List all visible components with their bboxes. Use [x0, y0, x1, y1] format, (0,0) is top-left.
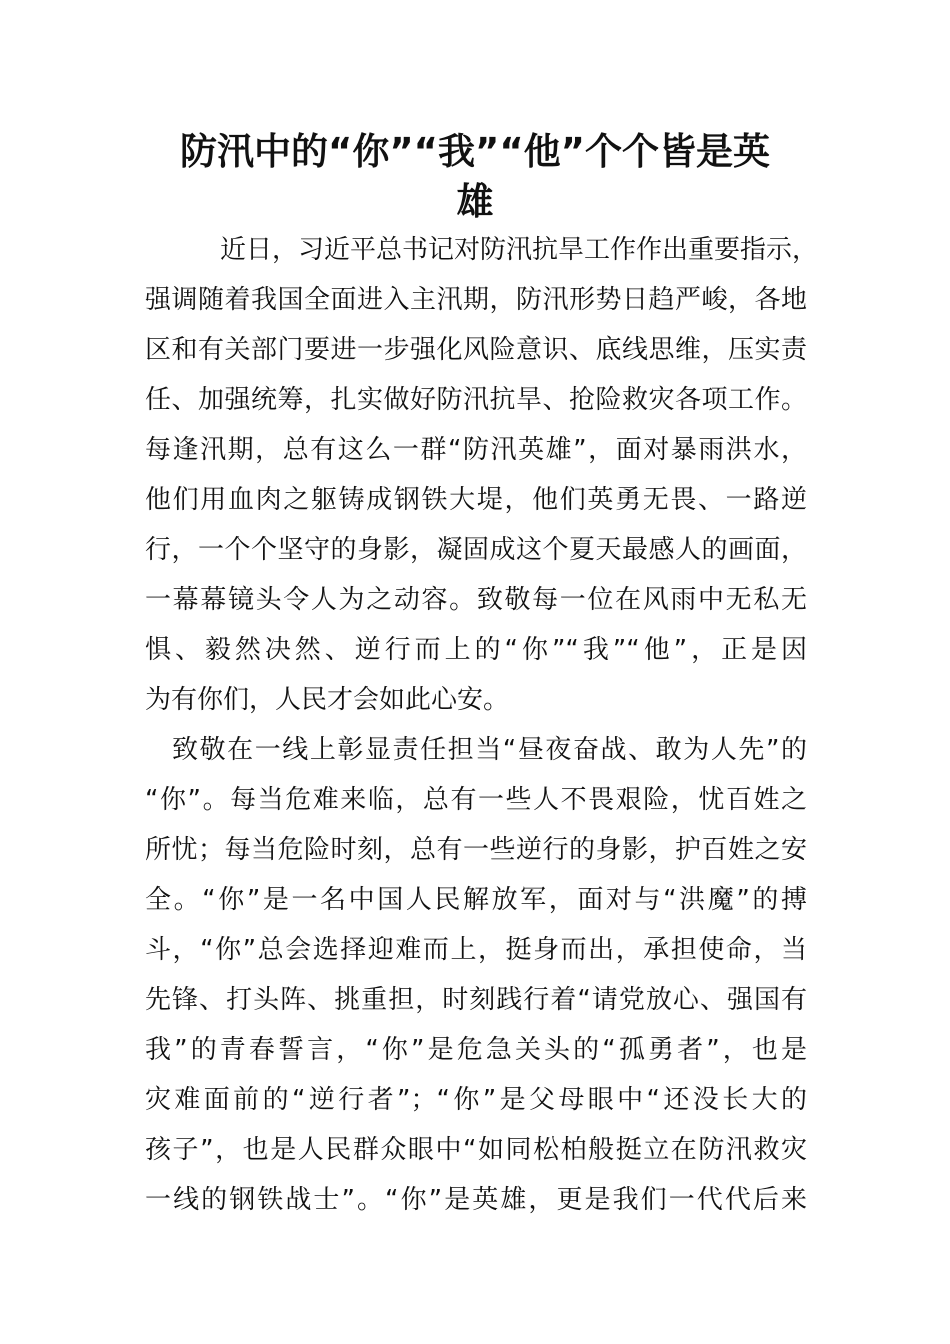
paragraph-1-line-5: 每逢汛期，总有这么一群“防汛英雄”，面对暴雨洪水，	[145, 435, 807, 465]
paragraph-2-line-10: 一线的钢铁战士”。“你”是英雄，更是我们一代代后来	[145, 1185, 807, 1215]
paragraph-1-line-6: 他们用血肉之躯铸成钢铁大堤，他们英勇无畏、一路逆	[145, 485, 807, 515]
paragraph-2-line-5: 斗，“你”总会选择迎难而上，挺身而出，承担使命，当	[145, 935, 807, 965]
paragraph-2-line-1: 致敬在一线上彰显责任担当“昼夜奋战、敢为人先”的	[172, 735, 807, 765]
paragraph-1-line-9: 惧、毅然决然、逆行而上的“你”“我”“他”，正是因	[145, 635, 807, 665]
paragraph-2-line-2: “你”。每当危难来临，总有一些人不畏艰险，忧百姓之	[145, 785, 807, 815]
paragraph-1-line-4: 任、加强统筹，扎实做好防汛抗旱、抢险救灾各项工作。	[145, 385, 807, 415]
document-title-line-2: 雄	[456, 180, 494, 223]
paragraph-1-line-2: 强调随着我国全面进入主汛期，防汛形势日趋严峻，各地	[145, 285, 807, 315]
paragraph-2-line-4: 全。“你”是一名中国人民解放军，面对与“洪魔”的搏	[145, 885, 807, 915]
paragraph-2-line-6: 先锋、打头阵、挑重担，时刻践行着“请党放心、强国有	[145, 985, 807, 1015]
paragraph-1-line-8: 一幕幕镜头令人为之动容。致敬每一位在风雨中无私无	[145, 585, 807, 615]
paragraph-1-line-1: 近日，习近平总书记对防汛抗旱工作作出重要指示，	[220, 235, 819, 265]
paragraph-2-line-3: 所忧；每当危险时刻，总有一些逆行的身影，护百姓之安	[145, 835, 807, 865]
paragraph-2-line-8: 灾难面前的“逆行者”；“你”是父母眼中“还没长大的	[145, 1085, 807, 1115]
paragraph-1-line-7: 行，一个个坚守的身影，凝固成这个夏天最感人的画面，	[145, 535, 807, 565]
paragraph-2-line-7: 我”的青春誓言，“你”是危急关头的“孤勇者”，也是	[145, 1035, 807, 1065]
paragraph-1-line-3: 区和有关部门要进一步强化风险意识、底线思维，压实责	[145, 335, 807, 365]
document-title-line-1: 防汛中的“你”“我”“他”个个皆是英	[180, 130, 770, 173]
paragraph-2-line-9: 孩子”，也是人民群众眼中“如同松柏般挺立在防汛救灾	[145, 1135, 807, 1165]
paragraph-1-line-10: 为有你们，人民才会如此心安。	[145, 685, 510, 715]
